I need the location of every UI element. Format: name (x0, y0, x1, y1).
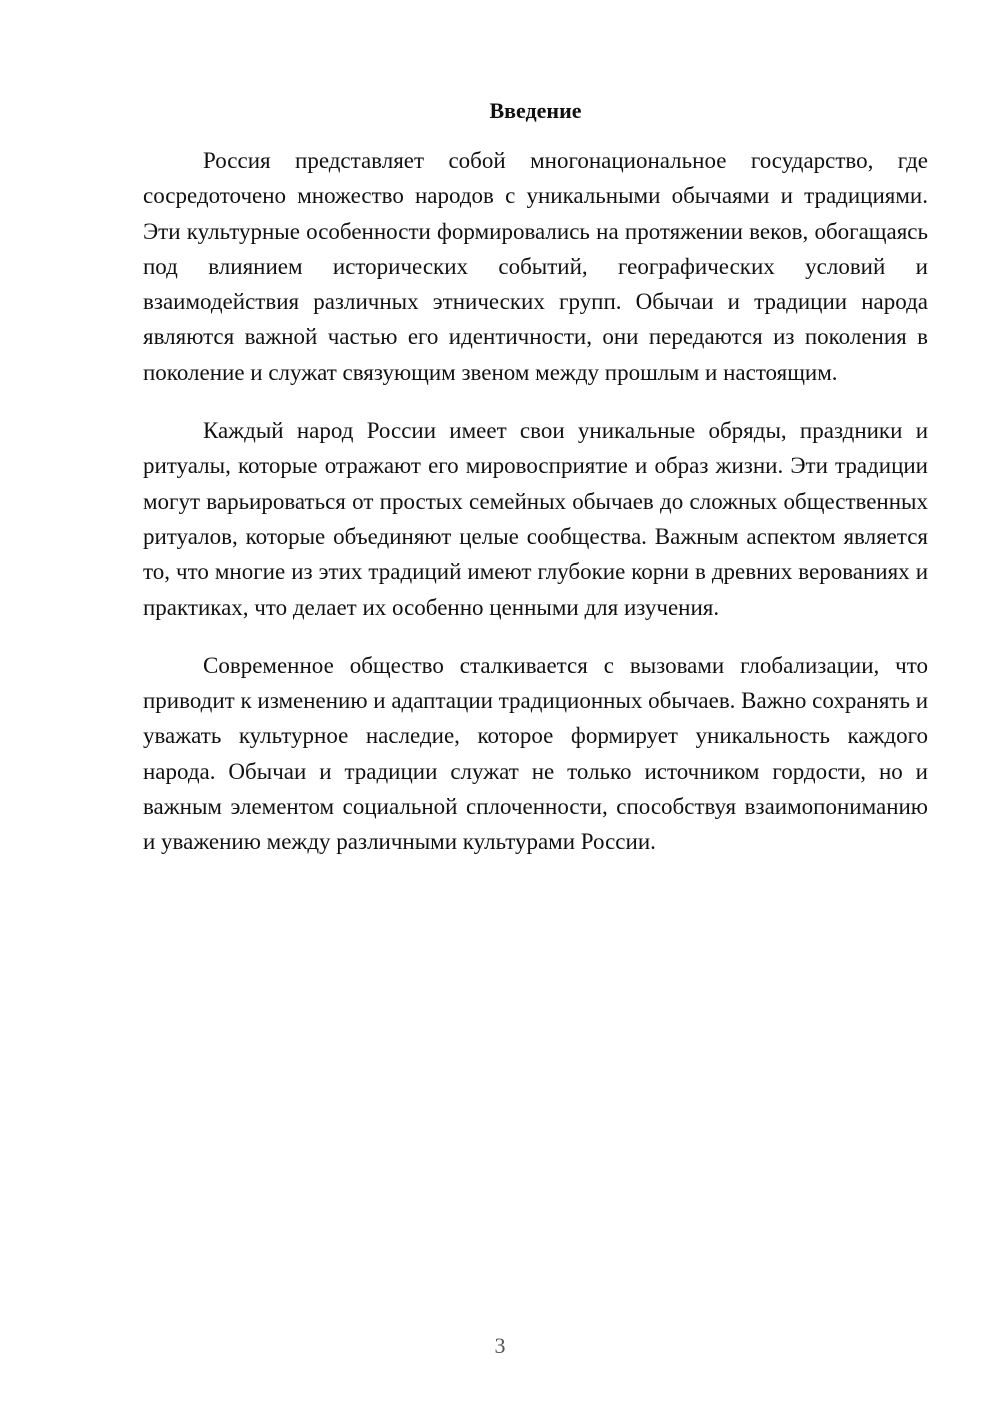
paragraph-2: Каждый народ России имеет свои уникальные обряды, праздники и ритуалы, которые отражают его мировосприятие и образ жизни. Эти традиции могут варьироваться от простых семейных обычаев до сложных общественных ритуалов, которые объединяют целые сообщества. Важным аспектом является то, что многие из этих традиций имеют глубокие корни в древних верованиях и практиках, что делает их особенно ценными для изучения. (143, 418, 928, 620)
body-text (143, 143, 928, 883)
paragraph-3: Современное общество сталкивается с вызовами глобализации, что приводит к изменению и адаптации традиционных обычаев. Важно сохранять и уважать культурное наследие, которое формирует уникальность каждого народа. Обычаи и традиции служат не только источником гордости, но и важным элементом социальной сплоченности, способствуя взаимопониманию и уважению между различными культурами России. (143, 652, 929, 855)
paragraph-1: Россия представляет собой многонациональное государство, где сосредоточено множество народов с уникальными обычаями и традициями. Эти культурные особенности формировались на протяжении веков, обогащаясь под влиянием исторических событий, географических условий и взаимодействия различных этнических групп. Обычаи и традиции народа являются важной частью его идентичности, они передаются из поколения в поколение и служат связующим звеном между прошлым и настоящим. (143, 148, 928, 385)
page-title: Введение (489, 98, 582, 123)
page-number: 3 (494, 1333, 506, 1358)
